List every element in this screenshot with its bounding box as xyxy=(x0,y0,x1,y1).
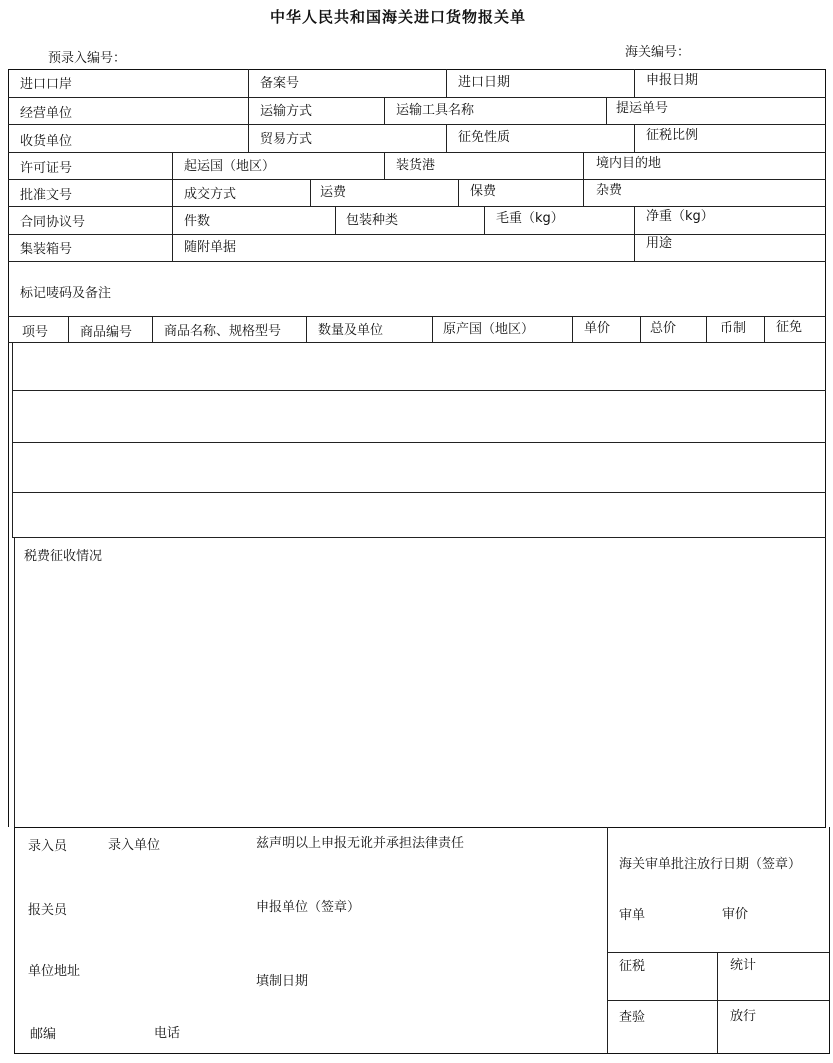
import-port-label: 进口口岸 xyxy=(20,77,73,92)
misc-fee-label: 杂费 xyxy=(596,183,623,198)
freight-label: 运费 xyxy=(320,185,347,200)
price-review-label: 审价 xyxy=(722,907,749,922)
entry-clerk-label: 录入员 xyxy=(28,839,68,854)
pieces-label: 件数 xyxy=(184,214,211,229)
contract-number-label: 合同协议号 xyxy=(20,215,86,230)
tax-collection-label: 税费征收情况 xyxy=(24,549,103,564)
transport-vehicle-name-label: 运输工具名称 xyxy=(396,103,475,118)
origin-country-label: 起运国（地区） xyxy=(184,159,276,174)
fill-date-label: 填制日期 xyxy=(256,974,309,989)
goods-col-unit-price: 单价 xyxy=(584,321,611,336)
exemption-nature-label: 征免性质 xyxy=(458,130,511,145)
goods-col-name-spec: 商品名称、规格型号 xyxy=(164,324,282,339)
goods-col-currency: 币制 xyxy=(720,321,747,336)
goods-col-exemption: 征免 xyxy=(776,320,803,335)
license-number-label: 许可证号 xyxy=(20,161,73,176)
goods-col-total-price: 总价 xyxy=(650,321,677,336)
release-label: 放行 xyxy=(730,1009,757,1024)
phone-label: 电话 xyxy=(154,1026,181,1041)
approval-number-label: 批准文号 xyxy=(20,188,73,203)
tax-collect-label: 征税 xyxy=(619,959,646,974)
transport-mode-label: 运输方式 xyxy=(260,104,313,119)
tax-rate-label: 征税比例 xyxy=(646,128,699,143)
import-date-label: 进口日期 xyxy=(458,75,511,90)
packing-type-label: 包装种类 xyxy=(346,213,399,228)
record-number-label: 备案号 xyxy=(260,76,300,91)
usage-label: 用途 xyxy=(646,236,673,251)
inspection-label: 查验 xyxy=(619,1010,646,1025)
marks-remarks-label: 标记唛码及备注 xyxy=(20,286,112,301)
customs-number-label: 海关编号： xyxy=(625,45,691,60)
transaction-mode-label: 成交方式 xyxy=(184,187,237,202)
declaration-date-label: 申报日期 xyxy=(646,73,699,88)
operating-unit-label: 经营单位 xyxy=(20,106,73,121)
insurance-label: 保费 xyxy=(470,184,497,199)
pre-entry-number-label: 预录入编号： xyxy=(48,51,127,66)
declaring-unit-label: 申报单位（签章） xyxy=(256,900,361,915)
container-number-label: 集装箱号 xyxy=(20,242,73,257)
trade-mode-label: 贸易方式 xyxy=(260,132,313,147)
bill-of-lading-number-label: 提运单号 xyxy=(616,101,669,116)
goods-col-commodity-code: 商品编号 xyxy=(80,325,133,340)
domestic-destination-label: 境内目的地 xyxy=(596,156,662,171)
goods-col-quantity-unit: 数量及单位 xyxy=(318,323,384,338)
consignee-unit-label: 收货单位 xyxy=(20,134,73,149)
attached-documents-label: 随附单据 xyxy=(184,240,237,255)
form-title: 中华人民共和国海关进口货物报关单 xyxy=(270,8,527,26)
customs-approval-label: 海关审单批注放行日期（签章） xyxy=(619,857,802,872)
postcode-label: 邮编 xyxy=(30,1027,57,1042)
net-weight-label: 净重（kg） xyxy=(646,209,714,224)
gross-weight-label: 毛重（kg） xyxy=(496,211,564,226)
unit-address-label: 单位地址 xyxy=(28,964,81,979)
declarant-label: 报关员 xyxy=(28,903,68,918)
goods-col-item-no: 项号 xyxy=(22,325,49,340)
statistics-label: 统计 xyxy=(730,958,757,973)
declaration-statement: 兹声明以上申报无讹并承担法律责任 xyxy=(256,836,465,851)
goods-col-origin-country: 原产国（地区） xyxy=(443,322,535,337)
document-review-label: 审单 xyxy=(619,908,646,923)
loading-port-label: 装货港 xyxy=(396,158,436,173)
entry-unit-label: 录入单位 xyxy=(108,838,161,853)
